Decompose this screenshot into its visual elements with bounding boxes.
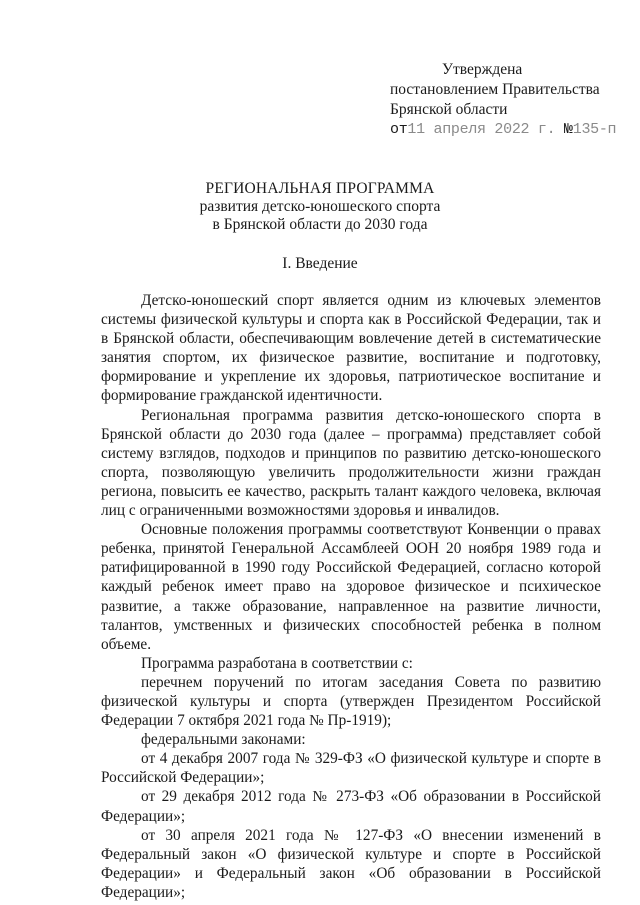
title-line-3: в Брянской области до 2030 года (212, 216, 428, 233)
paragraph: перечнем поручений по итогам заседания Совета по развитию физической культуры и спорта (утвержден Президентом Российской Федерации 7 октября 2021 года № Пр-1919); (101, 673, 601, 730)
paragraph: от 4 декабря 2007 года № 329-ФЗ «О физической культуре и спорте в Российской Федерации»; (101, 750, 601, 787)
paragraph: Детско-юношеский спорт является одним из ключевых элементов системы физической культуры и спорта как в Российской Федерации, так и в Брянской области, обеспечивающим вовлечение детей в систематические занятия спортом, их физическое развитие, воспитание и подготовку, формирование и укрепление их здоровья, патриотическое воспитание и формирование гражданской идентичности. (101, 292, 601, 405)
paragraph: Программа разработана в соответствии с: (141, 654, 413, 672)
document-title (0, 180, 640, 234)
title-line-1: РЕГИОНАЛЬНАЯ ПРОГРАММА (205, 180, 435, 197)
section-heading: I. Введение (282, 255, 358, 272)
paragraph: Основные положения программы соответствуют Конвенции о правах ребенка, принятой Генеральной Ассамблеей ООН 20 ноября 1989 года и ратифицированной в 1990 году Российской Федерацией, согласно которой каждый ребенок имеет право на здоровое физическое и психическое развитие, а также образование, направленное на развитие личности, талантов, умственных и физических способностей ребенка в полном объеме. (101, 521, 601, 653)
approval-line-3: Брянской области (390, 101, 508, 118)
paragraph: от 29 декабря 2012 года № 273-ФЗ «Об образовании в Российской Федерации»; (101, 788, 601, 825)
paragraph: от 30 апреля 2021 года № 127-ФЗ «О внесении изменений в Федеральный закон «О физической культуре и спорте в Российской Федерации» и Федеральный закон «Об образовании в Российской Федерации»; (101, 826, 601, 901)
paragraph: федеральными законами: (141, 731, 306, 749)
number-value: 135-п (572, 121, 617, 138)
date-prefix: от (390, 121, 408, 138)
approval-line-1: Утверждена (442, 61, 523, 78)
date-value: 11 апреля 2022 г. (407, 121, 556, 138)
approval-block (390, 60, 630, 140)
approval-line-2: постановлением Правительства (390, 81, 600, 98)
title-line-2: развития детско-юношеского спорта (199, 198, 441, 215)
number-prefix: № (564, 121, 573, 138)
body-text (101, 291, 601, 902)
paragraph: Региональная программа развития детско-юношеского спорта в Брянской области до 2030 года (далее – программа) представляет собой систему взглядов, подходов и принципов по развитию детско-юношеского спорта, позволяющую увеличить продолжительности жизни граждан региона, повысить ее качество, раскрыть талант каждого человека, включая лиц с ограниченными возможностями здоровья и инвалидов. (101, 406, 601, 520)
approval-date-line (390, 120, 630, 140)
